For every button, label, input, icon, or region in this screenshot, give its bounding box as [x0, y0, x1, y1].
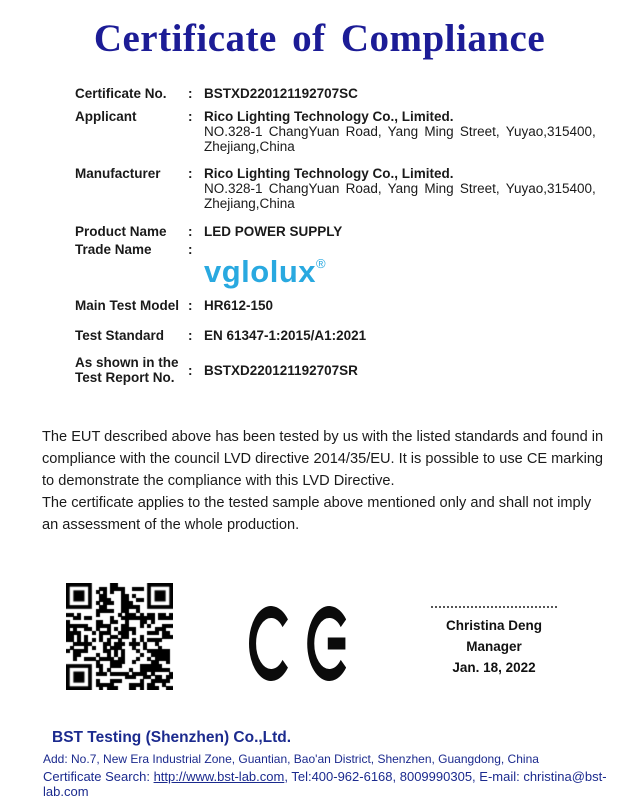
registered-mark-icon: ®	[316, 256, 326, 271]
field-trade-name: Trade Name : vglolux®	[75, 242, 603, 292]
applicant-value	[204, 109, 603, 154]
test-report-number: BSTXD220121192707SR	[204, 362, 358, 378]
manufacturer-value	[204, 166, 603, 211]
vglolux-logo: vglolux®	[204, 254, 326, 289]
field-test-standard: Test Standard : EN 61347-1:2015/A1:2021	[75, 328, 603, 343]
statement-paragraph-2: The certificate applies to the tested sample above mentioned only and shall not imply an assessment of the whole production.	[42, 495, 592, 533]
signature-date: Jan. 18, 2022	[452, 660, 536, 675]
signature-dotted-line	[431, 606, 557, 608]
certificate-search-label: Certificate Search:	[43, 769, 150, 784]
applicant-name: Rico Lighting Technology Co., Limited.	[204, 109, 454, 124]
field-certificate-no: Certificate No. : BSTXD220121192707SC	[75, 86, 603, 101]
field-manufacturer: Manufacturer : Rico Lighting Technology Co., Limited. NO.328-1 ChangYuan Road, Yang Ming Street, Yuyao,315400, Zhejiang,China	[75, 166, 603, 211]
field-test-report-no: As shown in the Test Report No. : BSTXD220121192707SR	[75, 355, 603, 385]
signature-block	[418, 606, 570, 678]
manufacturer-address-line2: Zhejiang,China	[204, 196, 295, 211]
field-label: As shown in the Test Report No.	[75, 355, 179, 385]
field-product-name: Product Name : LED POWER SUPPLY	[75, 224, 603, 239]
field-label: Trade Name	[75, 242, 152, 257]
signatory-title: Manager	[466, 639, 522, 654]
field-label: Manufacturer	[75, 166, 161, 181]
field-label: Test Standard	[75, 328, 165, 343]
field-label: Main Test Model	[75, 298, 180, 313]
qr-code-icon	[66, 583, 173, 690]
lab-website-link[interactable]: http://www.bst-lab.com	[153, 769, 285, 784]
certificate-number: BSTXD220121192707SC	[204, 86, 358, 101]
manufacturer-name: Rico Lighting Technology Co., Limited.	[204, 166, 454, 181]
field-main-test-model: Main Test Model : HR612-150	[75, 298, 603, 313]
field-label: Certificate No.	[75, 86, 167, 101]
compliance-statement	[42, 426, 606, 536]
page-title: Certificate of Compliance	[93, 17, 546, 60]
product-name-value: LED POWER SUPPLY	[204, 224, 343, 239]
certificate-search-line	[43, 769, 639, 799]
field-label: Applicant	[75, 109, 137, 124]
lab-contact-info: , Tel:400-962-6168, 8009990305, E-mail: christina@bst-lab.com	[43, 769, 607, 799]
signatory-name: Christina Deng	[445, 618, 542, 633]
statement-paragraph-1: The EUT described above has been tested by us with the listed standards and found in compliance with the council LVD directive 2014/35/EU. It is possible to use CE marking to demonstrate the compliance with this LVD Directive.	[42, 429, 604, 489]
field-label: Product Name	[75, 224, 167, 239]
lab-address: Add: No.7, New Era Industrial Zone, Guantian, Bao'an District, Shenzhen, Guangdong, China	[43, 752, 539, 766]
test-standard-value: EN 61347-1:2015/A1:2021	[204, 328, 367, 343]
manufacturer-address-line1: NO.328-1 ChangYuan Road, Yang Ming Street, Yuyao,315400,	[204, 181, 596, 196]
main-test-model-value: HR612-150	[204, 298, 274, 313]
lab-company-name: BST Testing (Shenzhen) Co.,Ltd.	[52, 729, 292, 746]
ce-mark-icon	[249, 601, 346, 686]
applicant-address-line2: Zhejiang,China	[204, 139, 295, 154]
applicant-address-line1: NO.328-1 ChangYuan Road, Yang Ming Street, Yuyao,315400,	[204, 124, 596, 139]
field-applicant: Applicant : Rico Lighting Technology Co., Limited. NO.328-1 ChangYuan Road, Yang Ming Street, Yuyao,315400, Zhejiang,China	[75, 109, 603, 154]
certificate-fields	[75, 86, 603, 385]
